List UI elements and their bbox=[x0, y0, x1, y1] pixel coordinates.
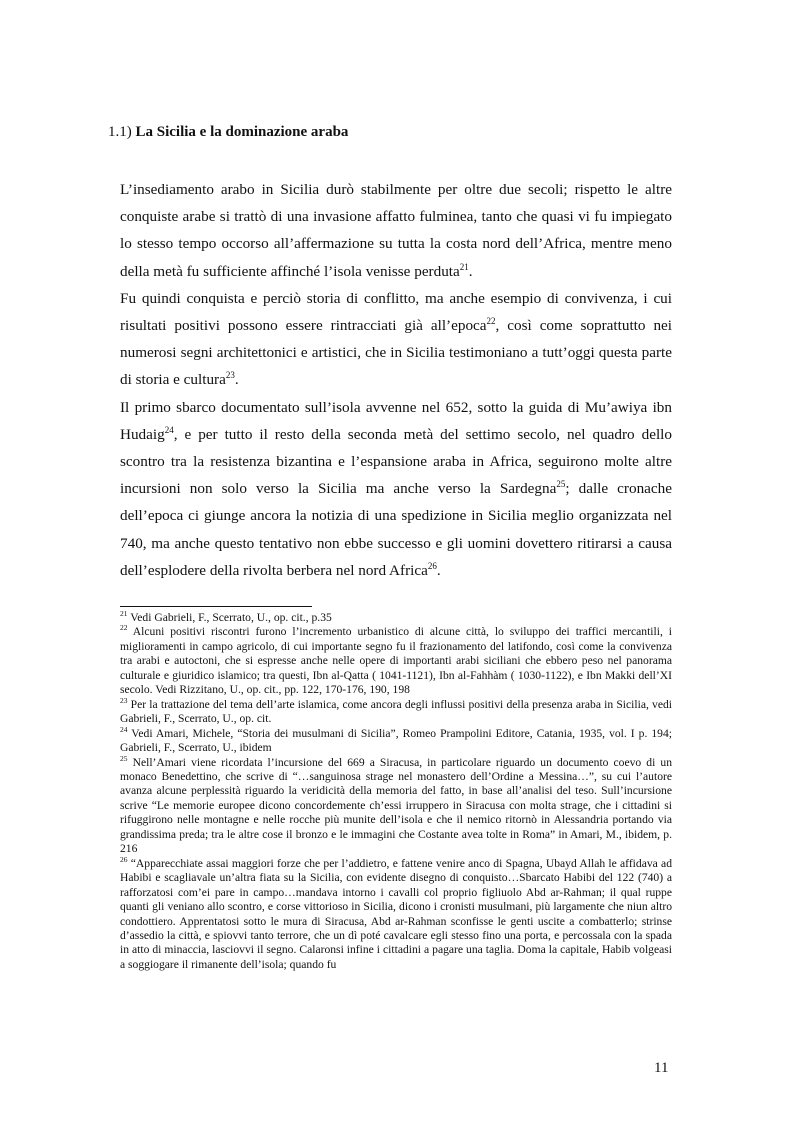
footnote-text: Nell’Amari viene ricordata l’incursione del 669 a Siracusa, in particolare riguardo un documento coevo di un monaco Benedettino, che scrive di “…sanguinosa strage nel monastero dell’Ordine a Messina…”, su cui l’autore avanza alcune perplessità riguardo la veridicità della memoria del fatto, in base all’analisi del teso. Sull’incursione scrive “Le memorie europee dicono concordemente ch’essi irruppero in Siracusa con molta strage, che i cittadini si rifuggirono nelle montagne e nelle rocche più munite dell’isola e che il nemico ritornò in Alessandria portando via grandissima preda; tra le altre cose il bronzo e le immagini che Costante avea tolte in Roma” in Amari, M., ibidem, p. 216 bbox=[120, 755, 672, 856]
section-heading bbox=[108, 124, 348, 141]
footnote bbox=[120, 625, 672, 697]
paragraph-text: Il primo sbarco documentato sull’isola avvenne nel 652, sotto la guida di Mu’awiya ibn Hudaig bbox=[120, 398, 672, 443]
footnote-separator bbox=[120, 606, 312, 607]
paragraph bbox=[120, 394, 672, 584]
footnote-number: 26 bbox=[120, 854, 128, 864]
footnote-number: 24 bbox=[120, 724, 128, 734]
paragraph-text: ; dalle cronache dell’epoca ci giunge ancora la notizia di una spedizione in Sicilia meglio organizzata nel 740, ma anche questo tentativo non ebbe successo e gli uomini dovettero ritirarsi a causa dell’esplodere della rivolta berbera nel nord Africa bbox=[120, 480, 672, 579]
footnote-number: 23 bbox=[120, 695, 128, 705]
footnote-text: Vedi Gabrieli, F., Scerrato, U., op. cit., p.35 bbox=[127, 611, 332, 624]
section-number: 1.1) bbox=[108, 124, 136, 140]
paragraph-text: . bbox=[468, 262, 473, 280]
footnote-ref[interactable]: 26 bbox=[427, 560, 437, 571]
paragraph-text: . bbox=[436, 561, 441, 579]
footnote-text: “Apparecchiate assai maggiori forze che per l’addietro, e fattene venire anco di Spagna, Ubayd Allah le affidava ad Habibi e scagliavale un’altra fiata su la Sicilia, con evidente disegno di conquisto…Sbarcato Habibi del 122 (740) a rafforzatosi com’ei pare in campo…mandava intorno i cavalli col proprio figliuolo Abd ar-Rahman; il qual ruppe quanti gli veniano allo scontro, e corse vittorioso in Sicilia, dicono i cronisti musulmani, più largamente che niun altro condottiero. Apprentatosi sotto le mura di Siracusa, Abd ar-Rahman sconfisse le genti uscite a combatterlo; strinse d’assedio la città, e spiovvi tanto terrore, che un dì poté cavalcare egli stesso fino una porta, e percossala con la spada in atto di minaccia, lasciovvi il segno. Calaronsi infine i cittadini a pagare una taglia. Doma la capitale, Habib volgeasi a soggiogare il rimanente dell’isola; quando fu bbox=[120, 856, 672, 971]
footnote-text: Per la trattazione del tema dell’arte islamica, come ancora degli influssi positivi della presenza araba in Sicilia, vedi Gabrieli, F., Scerrato, U., op. cit. bbox=[120, 697, 672, 726]
footnote bbox=[120, 611, 672, 625]
footnote bbox=[120, 753, 672, 857]
footnote bbox=[120, 724, 672, 756]
footnote-number: 22 bbox=[120, 623, 128, 633]
paragraph bbox=[120, 285, 672, 394]
paragraph-text: , e per tutto il resto della seconda metà del settimo secolo, nel quadro dello scontro tra la resistenza bizantina e l’espansione araba in Africa, seguirono molte altre incursioni non solo verso la Sicilia ma anche verso la Sardegna bbox=[120, 425, 672, 498]
paragraph-text: , così come soprattutto nei numerosi segni architettonici e artistici, che in Sicilia testimoniano a tutt’oggi questa parte di storia e cultura bbox=[120, 317, 672, 389]
footnote-number: 25 bbox=[120, 753, 128, 763]
body-text bbox=[120, 176, 672, 584]
footnote bbox=[120, 854, 672, 973]
footnote-text: Vedi Amari, Michele, “Storia dei musulmani di Sicilia”, Romeo Prampolini Editore, Catania, 1935, vol. I p. 194; Gabrieli, F., Scerrato, U., ibidem bbox=[120, 726, 672, 755]
paragraph-text: . bbox=[234, 371, 239, 389]
footnote-number: 21 bbox=[120, 609, 128, 619]
footnote-ref[interactable]: 23 bbox=[225, 370, 235, 381]
footnote-ref[interactable]: 21 bbox=[459, 261, 469, 272]
footnote-ref[interactable]: 22 bbox=[486, 315, 496, 326]
section-title: La Sicilia e la dominazione araba bbox=[135, 124, 349, 140]
paragraph-text: Fu quindi conquista e perciò storia di conflitto, ma anche esempio di convivenza, i cui risultati positivi possono essere rintracciati già all’epoca bbox=[120, 289, 672, 335]
footnote bbox=[120, 695, 672, 727]
paragraph bbox=[120, 176, 672, 285]
paragraph-text: L’insediamento arabo in Sicilia durò stabilmente per oltre due secoli; rispetto le altre conquiste arabe si trattò di una invasione affatto fulminea, tanto che quasi vi fu impiegato lo stesso tempo occorso all’affermazione su tutta la costa nord dell’Africa, mentre meno della metà fu sufficiente affinché l’isola venisse perduta bbox=[120, 181, 672, 280]
page-number: 11 bbox=[654, 1060, 669, 1076]
footnote-text: Alcuni positivi riscontri furono l’incremento urbanistico di alcune città, lo sviluppo dei traffici mercantili, i miglioramenti in campo agricolo, di cui importante segno fu il frazionamento del latifondo, così come la convivenza tra arabi e autoctoni, che si espresse anche nelle opere di importanti arabi siciliani che ebbero peso nel panorama culturale e giuridico islamico; tra questi, Ibn al-Qatta ( 1041-1121), Ibn al-Fahhàm ( 1030-1122), e Ibn Makki dell’XI secolo. Vedi Rizzitano, U., op. cit., pp. 122, 170-176, 190, 198 bbox=[120, 625, 672, 697]
footnote-ref[interactable]: 25 bbox=[556, 479, 566, 490]
footnotes bbox=[120, 611, 672, 972]
footnote-ref[interactable]: 24 bbox=[164, 424, 174, 435]
